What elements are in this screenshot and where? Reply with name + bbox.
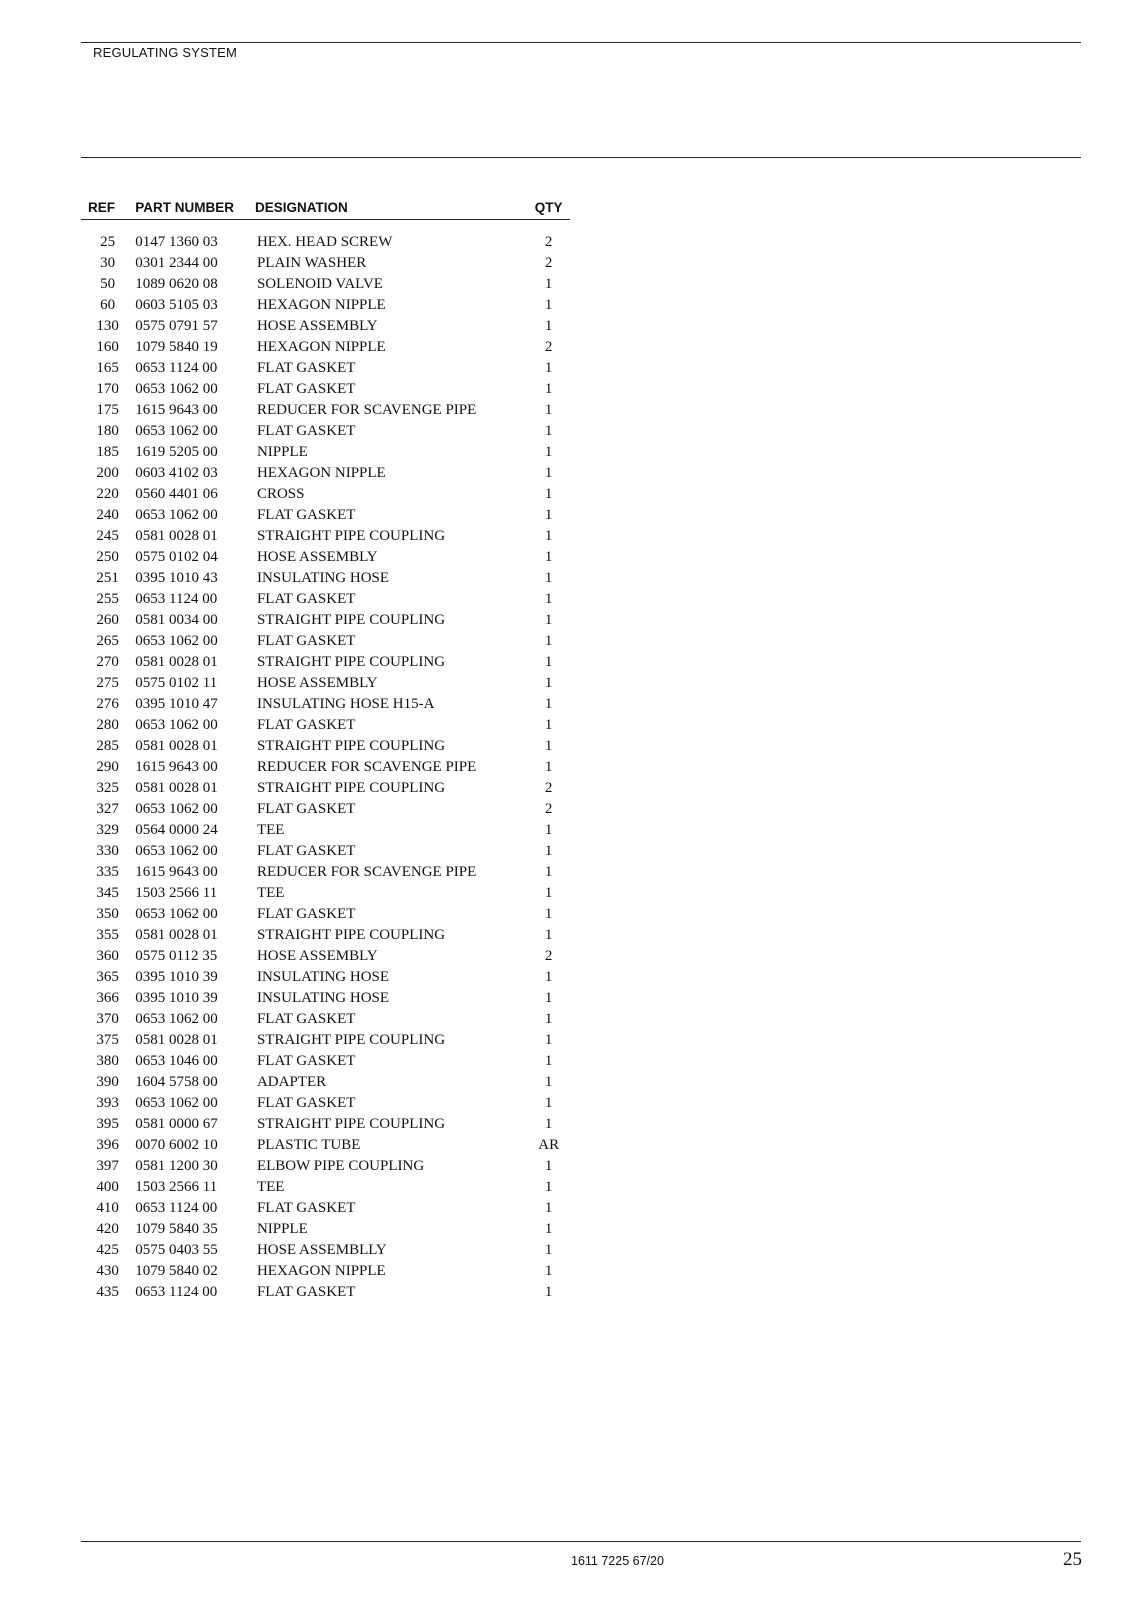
- table-row: [81, 547, 570, 568]
- part-number-cell: 0581 0028 01: [135, 528, 218, 544]
- designation-cell: FLAT GASKET: [256, 1200, 356, 1216]
- document-number: 1611 7225 67/20: [571, 1554, 664, 1568]
- table-row: [81, 1219, 570, 1240]
- table-row: [81, 1114, 570, 1135]
- qty-cell: 1: [544, 738, 553, 754]
- table-row: [81, 778, 570, 799]
- ref-cell: 130: [96, 318, 119, 334]
- ref-cell: 30: [100, 255, 116, 271]
- table-row: [81, 253, 570, 274]
- ref-cell: 251: [96, 570, 119, 586]
- qty-cell: 1: [544, 402, 553, 418]
- part-number-cell: 0653 1124 00: [135, 1200, 218, 1216]
- ref-cell: 375: [96, 1032, 119, 1048]
- qty-cell: 1: [544, 444, 553, 460]
- designation-cell: INSULATING HOSE: [256, 990, 390, 1006]
- part-number-cell: 0395 1010 39: [135, 969, 218, 985]
- qty-cell: 1: [544, 1284, 553, 1300]
- part-number-cell: 1503 2566 11: [135, 885, 218, 901]
- designation-cell: FLAT GASKET: [256, 360, 356, 376]
- qty-cell: 1: [544, 1011, 553, 1027]
- designation-cell: FLAT GASKET: [256, 1284, 356, 1300]
- designation-cell: FLAT GASKET: [256, 633, 356, 649]
- part-number-cell: 0603 5105 03: [135, 297, 218, 313]
- part-number-cell: 1619 5205 00: [135, 444, 218, 460]
- designation-cell: TEE: [256, 885, 285, 901]
- qty-cell: 1: [544, 591, 553, 607]
- table-row: [81, 316, 570, 337]
- table-row: [81, 1093, 570, 1114]
- ref-cell: 170: [96, 381, 119, 397]
- designation-cell: REDUCER FOR SCAVENGE PIPE: [256, 759, 477, 775]
- ref-cell: 180: [96, 423, 119, 439]
- footer-rule: [81, 1541, 1081, 1542]
- ref-cell: 250: [96, 549, 119, 565]
- ref-cell: 200: [96, 465, 119, 481]
- part-number-cell: 0575 0102 11: [135, 675, 218, 691]
- table-row: [81, 358, 570, 379]
- header-top-rule: [81, 42, 1081, 43]
- part-number-cell: 0653 1062 00: [135, 717, 218, 733]
- part-number-cell: 0581 0034 00: [135, 612, 218, 628]
- table-row: [81, 631, 570, 652]
- part-number-cell: 0581 0028 01: [135, 738, 218, 754]
- table-row: [81, 1198, 570, 1219]
- part-number-cell: 1615 9643 00: [135, 759, 218, 775]
- ref-cell: 435: [96, 1284, 119, 1300]
- table-row: [81, 1240, 570, 1261]
- parts-table: [81, 198, 570, 1303]
- qty-cell: 1: [544, 717, 553, 733]
- ref-cell: 420: [96, 1221, 119, 1237]
- table-row: [81, 1051, 570, 1072]
- part-number-cell: 0581 0028 01: [135, 1032, 218, 1048]
- ref-cell: 360: [96, 948, 119, 964]
- qty-cell: 1: [544, 1074, 553, 1090]
- section-title: REGULATING SYSTEM: [93, 45, 238, 60]
- designation-cell: NIPPLE: [256, 444, 308, 460]
- table-row: [81, 484, 570, 505]
- designation-cell: FLAT GASKET: [256, 906, 356, 922]
- table-row: [81, 568, 570, 589]
- ref-cell: 395: [96, 1116, 119, 1132]
- qty-cell: 1: [544, 633, 553, 649]
- qty-cell: AR: [538, 1137, 560, 1153]
- part-number-cell: 0147 1360 03: [135, 234, 218, 250]
- qty-cell: 1: [544, 1242, 553, 1258]
- ref-cell: 270: [96, 654, 119, 670]
- designation-cell: STRAIGHT PIPE COUPLING: [256, 780, 446, 796]
- designation-cell: STRAIGHT PIPE COUPLING: [256, 528, 446, 544]
- designation-cell: INSULATING HOSE: [256, 570, 390, 586]
- part-number-cell: 0560 4401 06: [135, 486, 218, 502]
- qty-cell: 1: [544, 1263, 553, 1279]
- qty-cell: 1: [544, 1032, 553, 1048]
- designation-cell: STRAIGHT PIPE COUPLING: [256, 738, 446, 754]
- ref-cell: 366: [96, 990, 119, 1006]
- table-row: [81, 757, 570, 778]
- designation-cell: REDUCER FOR SCAVENGE PIPE: [256, 402, 477, 418]
- table-row: [81, 925, 570, 946]
- qty-cell: 1: [544, 864, 553, 880]
- ref-cell: 285: [96, 738, 119, 754]
- table-row: [81, 967, 570, 988]
- table-row: [81, 1156, 570, 1177]
- qty-cell: 2: [544, 234, 553, 250]
- column-header-part-number: PART NUMBER: [134, 198, 254, 220]
- table-row: [81, 694, 570, 715]
- qty-cell: 1: [544, 1053, 553, 1069]
- table-row: [81, 337, 570, 358]
- qty-cell: 1: [544, 465, 553, 481]
- designation-cell: HOSE ASSEMBLLY: [256, 1242, 387, 1258]
- ref-cell: 329: [96, 822, 119, 838]
- qty-cell: 2: [544, 780, 553, 796]
- part-number-cell: 0575 0791 57: [135, 318, 218, 334]
- designation-cell: HEXAGON NIPPLE: [256, 297, 386, 313]
- part-number-cell: 1604 5758 00: [135, 1074, 218, 1090]
- ref-cell: 345: [96, 885, 119, 901]
- qty-cell: 1: [544, 1179, 553, 1195]
- parts-table-header: [81, 198, 570, 220]
- table-row: [81, 1009, 570, 1030]
- spacer-cell: [81, 220, 570, 233]
- ref-cell: 60: [100, 297, 116, 313]
- qty-cell: 1: [544, 1116, 553, 1132]
- qty-cell: 1: [544, 843, 553, 859]
- ref-cell: 390: [96, 1074, 119, 1090]
- table-row: [81, 589, 570, 610]
- part-number-cell: 0653 1062 00: [135, 1011, 218, 1027]
- table-row: [81, 610, 570, 631]
- ref-cell: 335: [96, 864, 119, 880]
- ref-cell: 185: [96, 444, 119, 460]
- part-number-cell: 0581 0028 01: [135, 927, 218, 943]
- page-number: 25: [1063, 1549, 1082, 1570]
- designation-cell: HEXAGON NIPPLE: [256, 1263, 386, 1279]
- designation-cell: FLAT GASKET: [256, 423, 356, 439]
- part-number-cell: 0653 1062 00: [135, 1095, 218, 1111]
- ref-cell: 265: [96, 633, 119, 649]
- qty-cell: 1: [544, 822, 553, 838]
- part-number-cell: 0581 0000 67: [135, 1116, 218, 1132]
- part-number-cell: 0653 1046 00: [135, 1053, 218, 1069]
- part-number-cell: 0070 6002 10: [135, 1137, 218, 1153]
- table-row: [81, 232, 570, 253]
- ref-cell: 370: [96, 1011, 119, 1027]
- designation-cell: STRAIGHT PIPE COUPLING: [256, 654, 446, 670]
- table-row: [81, 505, 570, 526]
- part-number-cell: 1615 9643 00: [135, 864, 218, 880]
- qty-cell: 1: [544, 612, 553, 628]
- designation-cell: INSULATING HOSE H15-A: [256, 696, 435, 712]
- ref-cell: 240: [96, 507, 119, 523]
- qty-cell: 1: [544, 297, 553, 313]
- table-row: [81, 1072, 570, 1093]
- part-number-cell: 0653 1062 00: [135, 906, 218, 922]
- ref-cell: 355: [96, 927, 119, 943]
- designation-cell: ADAPTER: [256, 1074, 327, 1090]
- ref-cell: 280: [96, 717, 119, 733]
- qty-cell: 1: [544, 969, 553, 985]
- ref-cell: 255: [96, 591, 119, 607]
- designation-cell: FLAT GASKET: [256, 1095, 356, 1111]
- part-number-cell: 1079 5840 35: [135, 1221, 218, 1237]
- qty-cell: 1: [544, 423, 553, 439]
- designation-cell: TEE: [256, 822, 285, 838]
- table-row: [81, 379, 570, 400]
- table-row: [81, 295, 570, 316]
- ref-cell: 165: [96, 360, 119, 376]
- table-row: [81, 799, 570, 820]
- designation-cell: FLAT GASKET: [256, 591, 356, 607]
- qty-cell: 1: [544, 1200, 553, 1216]
- column-header-designation: DESIGNATION: [254, 198, 527, 220]
- qty-cell: 1: [544, 1221, 553, 1237]
- table-row: [81, 841, 570, 862]
- ref-cell: 175: [96, 402, 119, 418]
- qty-cell: 1: [544, 927, 553, 943]
- table-row: [81, 421, 570, 442]
- ref-cell: 380: [96, 1053, 119, 1069]
- qty-cell: 2: [544, 255, 553, 271]
- ref-cell: 25: [100, 234, 116, 250]
- designation-cell: STRAIGHT PIPE COUPLING: [256, 927, 446, 943]
- part-number-cell: 0653 1124 00: [135, 591, 218, 607]
- qty-cell: 1: [544, 570, 553, 586]
- qty-cell: 1: [544, 276, 553, 292]
- designation-cell: HOSE ASSEMBLY: [256, 948, 378, 964]
- table-row: [81, 883, 570, 904]
- ref-cell: 430: [96, 1263, 119, 1279]
- ref-cell: 425: [96, 1242, 119, 1258]
- designation-cell: HEX. HEAD SCREW: [256, 234, 393, 250]
- ref-cell: 290: [96, 759, 119, 775]
- ref-cell: 160: [96, 339, 119, 355]
- ref-cell: 400: [96, 1179, 119, 1195]
- designation-cell: ELBOW PIPE COUPLING: [256, 1158, 425, 1174]
- qty-cell: 1: [544, 654, 553, 670]
- part-number-cell: 0603 4102 03: [135, 465, 218, 481]
- part-number-cell: 1079 5840 02: [135, 1263, 218, 1279]
- designation-cell: FLAT GASKET: [256, 801, 356, 817]
- ref-cell: 350: [96, 906, 119, 922]
- table-row: [81, 904, 570, 925]
- ref-cell: 220: [96, 486, 119, 502]
- part-number-cell: 0653 1062 00: [135, 381, 218, 397]
- qty-cell: 1: [544, 990, 553, 1006]
- ref-cell: 397: [96, 1158, 119, 1174]
- part-number-cell: 0575 0102 04: [135, 549, 218, 565]
- qty-cell: 1: [544, 381, 553, 397]
- table-row: [81, 673, 570, 694]
- qty-cell: 1: [544, 885, 553, 901]
- ref-cell: 275: [96, 675, 119, 691]
- table-spacer: [81, 220, 570, 233]
- column-header-qty: QTY: [527, 198, 570, 220]
- designation-cell: HOSE ASSEMBLY: [256, 549, 378, 565]
- part-number-cell: 0395 1010 47: [135, 696, 218, 712]
- designation-cell: PLASTIC TUBE: [256, 1137, 361, 1153]
- part-number-cell: 1615 9643 00: [135, 402, 218, 418]
- table-row: [81, 988, 570, 1009]
- table-row: [81, 526, 570, 547]
- qty-cell: 1: [544, 549, 553, 565]
- designation-cell: NIPPLE: [256, 1221, 308, 1237]
- ref-cell: 260: [96, 612, 119, 628]
- ref-cell: 325: [96, 780, 119, 796]
- part-number-cell: 0581 0028 01: [135, 654, 218, 670]
- table-row: [81, 1261, 570, 1282]
- part-number-cell: 0575 0112 35: [135, 948, 218, 964]
- ref-cell: 410: [96, 1200, 119, 1216]
- designation-cell: FLAT GASKET: [256, 717, 356, 733]
- part-number-cell: 0564 0000 24: [135, 822, 218, 838]
- ref-cell: 393: [96, 1095, 119, 1111]
- qty-cell: 1: [544, 1095, 553, 1111]
- designation-cell: STRAIGHT PIPE COUPLING: [256, 612, 446, 628]
- part-number-cell: 0653 1062 00: [135, 843, 218, 859]
- part-number-cell: 0653 1062 00: [135, 507, 218, 523]
- qty-cell: 2: [544, 339, 553, 355]
- table-row: [81, 400, 570, 421]
- qty-cell: 1: [544, 486, 553, 502]
- designation-cell: FLAT GASKET: [256, 507, 356, 523]
- qty-cell: 1: [544, 528, 553, 544]
- designation-cell: PLAIN WASHER: [256, 255, 367, 271]
- designation-cell: STRAIGHT PIPE COUPLING: [256, 1116, 446, 1132]
- ref-cell: 245: [96, 528, 119, 544]
- part-number-cell: 0653 1062 00: [135, 423, 218, 439]
- table-row: [81, 1282, 570, 1303]
- part-number-cell: 0653 1062 00: [135, 633, 218, 649]
- part-number-cell: 0653 1062 00: [135, 801, 218, 817]
- qty-cell: 1: [544, 1158, 553, 1174]
- qty-cell: 2: [544, 801, 553, 817]
- designation-cell: STRAIGHT PIPE COUPLING: [256, 1032, 446, 1048]
- designation-cell: TEE: [256, 1179, 285, 1195]
- table-row: [81, 715, 570, 736]
- qty-cell: 1: [544, 318, 553, 334]
- designation-cell: CROSS: [256, 486, 305, 502]
- designation-cell: SOLENOID VALVE: [256, 276, 383, 292]
- table-row: [81, 946, 570, 967]
- designation-cell: HEXAGON NIPPLE: [256, 465, 386, 481]
- ref-cell: 50: [100, 276, 116, 292]
- designation-cell: FLAT GASKET: [256, 381, 356, 397]
- part-number-cell: 1079 5840 19: [135, 339, 218, 355]
- part-number-cell: 1089 0620 08: [135, 276, 218, 292]
- qty-cell: 2: [544, 948, 553, 964]
- ref-cell: 276: [96, 696, 119, 712]
- qty-cell: 1: [544, 507, 553, 523]
- part-number-cell: 0653 1124 00: [135, 360, 218, 376]
- ref-cell: 330: [96, 843, 119, 859]
- designation-cell: FLAT GASKET: [256, 1011, 356, 1027]
- part-number-cell: 1503 2566 11: [135, 1179, 218, 1195]
- part-number-cell: 0575 0403 55: [135, 1242, 218, 1258]
- designation-cell: REDUCER FOR SCAVENGE PIPE: [256, 864, 477, 880]
- part-number-cell: 0395 1010 39: [135, 990, 218, 1006]
- header-bottom-rule: [81, 157, 1081, 158]
- part-number-cell: 0395 1010 43: [135, 570, 218, 586]
- designation-cell: HOSE ASSEMBLY: [256, 318, 378, 334]
- table-row: [81, 820, 570, 841]
- designation-cell: HOSE ASSEMBLY: [256, 675, 378, 691]
- part-number-cell: 0581 0028 01: [135, 780, 218, 796]
- qty-cell: 1: [544, 906, 553, 922]
- header-row: [81, 198, 570, 220]
- table-row: [81, 736, 570, 757]
- qty-cell: 1: [544, 759, 553, 775]
- qty-cell: 1: [544, 675, 553, 691]
- parts-table-body: [81, 220, 570, 1304]
- table-row: [81, 1030, 570, 1051]
- table-row: [81, 652, 570, 673]
- designation-cell: INSULATING HOSE: [256, 969, 390, 985]
- designation-cell: HEXAGON NIPPLE: [256, 339, 386, 355]
- designation-cell: FLAT GASKET: [256, 843, 356, 859]
- qty-cell: 1: [544, 360, 553, 376]
- part-number-cell: 0653 1124 00: [135, 1284, 218, 1300]
- table-row: [81, 274, 570, 295]
- ref-cell: 396: [96, 1137, 119, 1153]
- part-number-cell: 0301 2344 00: [135, 255, 218, 271]
- designation-cell: FLAT GASKET: [256, 1053, 356, 1069]
- part-number-cell: 0581 1200 30: [135, 1158, 218, 1174]
- table-row: [81, 862, 570, 883]
- ref-cell: 365: [96, 969, 119, 985]
- table-row: [81, 442, 570, 463]
- ref-cell: 327: [96, 801, 119, 817]
- column-header-ref: REF: [81, 198, 134, 220]
- table-row: [81, 463, 570, 484]
- qty-cell: 1: [544, 696, 553, 712]
- table-row: [81, 1177, 570, 1198]
- table-row: [81, 1135, 570, 1156]
